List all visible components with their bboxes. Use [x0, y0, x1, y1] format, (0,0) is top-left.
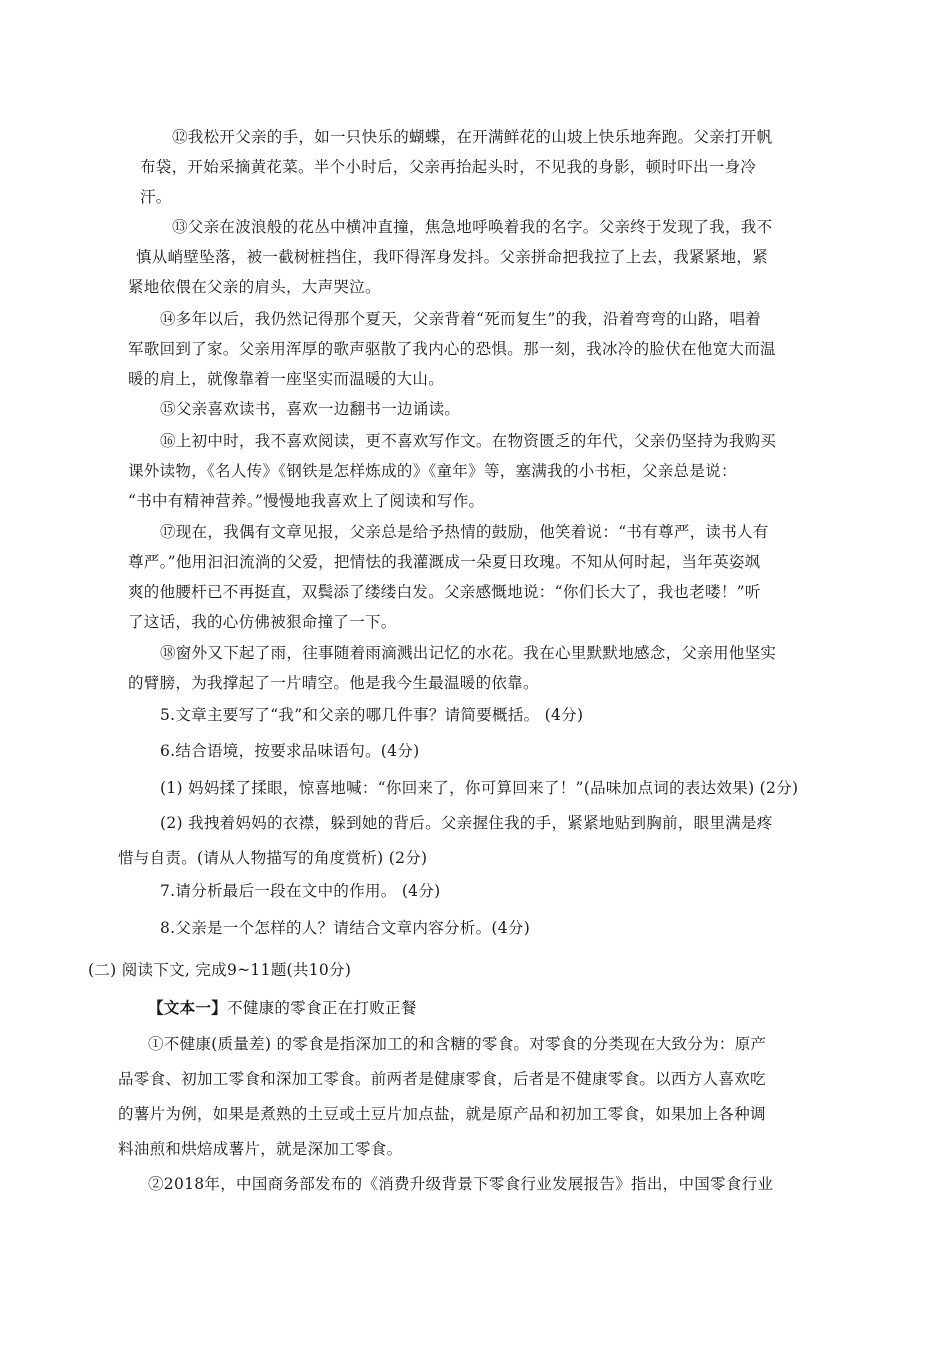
paragraph-12-line-3: 汗。	[140, 188, 172, 206]
section-2-heading: (二) 阅读下文, 完成9~11题(共10分)	[88, 961, 352, 979]
paragraph-17-line-2: 尊严。”他用汩汩流淌的父爱，把情怯的我灌溉成一朵夏日玫瑰。不知从何时起，当年英姿飒	[128, 553, 761, 571]
paragraph-17-line-1: ⑰现在，我偶有文章见报，父亲总是给予热情的鼓励，他笑着说：“书有尊严，读书人有	[160, 523, 769, 541]
paragraph-12-line-1: ⑫我松开父亲的手，如一只快乐的蝴蝶，在开满鲜花的山坡上快乐地奔跑。父亲打开帆	[172, 128, 773, 146]
paragraph-17-line-4: 了这话，我的心仿佛被狠命撞了一下。	[128, 613, 397, 631]
paragraph-12-line-2: 布袋，开始采摘黄花菜。半个小时后，父亲再抬起头时，不见我的身影，顿时吓出一身冷	[140, 158, 757, 176]
paragraph-13-line-1: ⑬父亲在波浪般的花丛中横冲直撞，焦急地呼唤着我的名字。父亲终于发现了我，我不	[172, 218, 773, 236]
text-1-paragraph-1-line-3: 的薯片为例，如果是煮熟的土豆或土豆片加点盐，就是原产品和初加工零食，如果加上各种调	[118, 1105, 766, 1123]
paragraph-16-line-1: ⑯上初中时，我不喜欢阅读，更不喜欢写作文。在物资匮乏的年代，父亲仍坚持为我购买	[160, 432, 777, 450]
paragraph-14-line-1: ⑭多年以后，我仍然记得那个夏天，父亲背着“死而复生”的我，沿着弯弯的山路，唱着	[160, 310, 762, 328]
question-6-part-1: (1) 妈妈揉了揉眼，惊喜地喊：“你回来了，你可算回来了！”(品味加点词的表达效果) (2分)	[160, 779, 799, 797]
paragraph-17-line-3: 爽的他腰杆已不再挺直，双鬓添了缕缕白发。父亲感慨地说：“你们长大了，我也老喽！”听	[128, 583, 761, 601]
paragraph-16-line-3: “书中有精神营养。”慢慢地我喜欢上了阅读和写作。	[128, 492, 485, 510]
paragraph-15-line-1: ⑮父亲喜欢读书，喜欢一边翻书一边诵读。	[160, 400, 461, 418]
text-1-paragraph-1-line-4: 料油煎和烘焙成薯片，就是深加工零食。	[118, 1140, 403, 1158]
paragraph-18-line-2: 的臂膀，为我撑起了一片晴空。他是我今生最温暖的依靠。	[128, 674, 539, 692]
text-1-title-bracket: 【文本一】	[148, 998, 228, 1017]
paragraph-14-line-2: 军歌回到了家。父亲用浑厚的歌声驱散了我内心的恐惧。那一刻，我冰冷的脸伏在他宽大而温	[128, 340, 776, 358]
text-1-paragraph-1-line-2: 品零食、初加工零食和深加工零食。前两者是健康零食，后者是不健康零食。以西方人喜欢吃	[118, 1070, 766, 1088]
text-1-paragraph-1-line-1: ①不健康(质量差) 的零食是指深加工的和含糖的零食。对零食的分类现在大致分为：原产	[148, 1035, 767, 1053]
text-1-paragraph-2-line-1: ②2018年，中国商务部发布的《消费升级背景下零食行业发展报告》指出，中国零食行业	[148, 1175, 774, 1193]
paragraph-13-line-2: 慎从峭壁坠落，被一截树桩挡住，我吓得浑身发抖。父亲拼命把我拉了上去，我紧紧地，紧	[136, 248, 769, 266]
paragraph-16-line-2: 课外读物，《名人传》《钢铁是怎样炼成的》《童年》等，塞满我的小书柜，父亲总是说：	[128, 462, 737, 480]
question-6-part-2-line-2: 惜与自责。(请从人物描写的角度赏析) (2分)	[118, 849, 428, 867]
question-6: 6.结合语境，按要求品味语句。(4分)	[160, 742, 420, 760]
text-1-title	[148, 998, 417, 1018]
question-6-part-2-line-1: (2) 我拽着妈妈的衣襟，躲到她的背后。父亲握住我的手，紧紧地贴到胸前，眼里满是疼	[160, 814, 773, 832]
paragraph-18-line-1: ⑱窗外又下起了雨，往事随着雨滴溅出记忆的水花。我在心里默默地感念，父亲用他坚实	[160, 644, 777, 662]
question-7: 7.请分析最后一段在文中的作用。 (4分)	[160, 882, 441, 900]
paragraph-14-line-3: 暖的肩上，就像靠着一座坚实而温暖的大山。	[128, 370, 445, 388]
question-8: 8.父亲是一个怎样的人？请结合文章内容分析。(4分)	[160, 919, 531, 937]
text-1-title-text: 不健康的零食正在打败正餐	[227, 999, 417, 1017]
question-5: 5.文章主要写了“我”和父亲的哪几件事？请简要概括。 (4分)	[160, 706, 584, 724]
paragraph-13-line-3: 紧地依偎在父亲的肩头，大声哭泣。	[128, 278, 381, 296]
